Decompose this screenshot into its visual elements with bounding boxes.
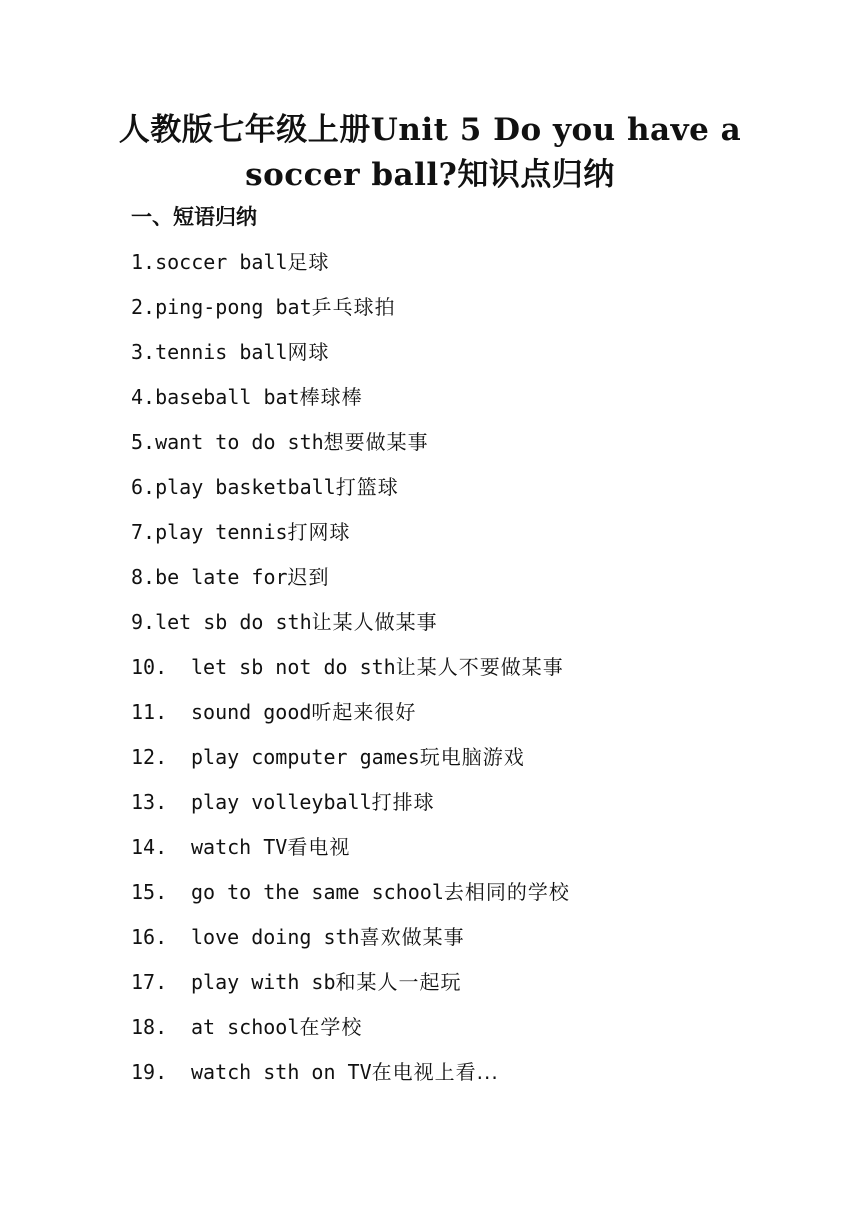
item-number: 16.	[131, 925, 168, 949]
list-item	[131, 563, 570, 608]
title-line-1: 人教版七年级上册Unit 5 Do you have a	[118, 112, 742, 148]
item-english: play computer games	[191, 745, 420, 769]
item-chinese: 和某人一起玩	[335, 970, 462, 994]
item-chinese: 让某人不要做某事	[395, 655, 564, 679]
item-english: go to the same school	[191, 880, 444, 904]
list-item	[131, 968, 570, 1013]
list-item	[131, 1058, 570, 1103]
item-english: play tennis	[155, 520, 288, 544]
item-chinese: 喜欢做某事	[359, 925, 465, 949]
list-item	[131, 608, 570, 653]
item-chinese: 棒球棒	[299, 385, 363, 409]
item-number: 2.	[131, 295, 156, 319]
item-chinese: 乒乓球拍	[311, 295, 396, 319]
item-english: play with sb	[191, 970, 336, 994]
item-english: at school	[191, 1015, 300, 1039]
item-chinese: 打排球	[371, 790, 435, 814]
list-item	[131, 788, 570, 833]
list-item	[131, 923, 570, 968]
item-english: baseball bat	[155, 385, 300, 409]
item-chinese: 玩电脑游戏	[419, 745, 525, 769]
item-chinese: 让某人做某事	[311, 610, 438, 634]
list-item	[131, 383, 570, 428]
item-number: 6.	[131, 475, 156, 499]
item-english: play volleyball	[191, 790, 372, 814]
item-number: 4.	[131, 385, 156, 409]
item-number: 10.	[131, 655, 168, 679]
item-number: 9.	[131, 610, 156, 634]
item-english: let sb not do sth	[191, 655, 396, 679]
document-title	[110, 108, 750, 198]
item-english: watch sth on TV	[191, 1060, 372, 1084]
phrase-list	[131, 248, 570, 1103]
item-number: 17.	[131, 970, 168, 994]
list-item	[131, 473, 570, 518]
item-chinese: 在学校	[299, 1015, 363, 1039]
item-chinese: 想要做某事	[323, 430, 429, 454]
list-item	[131, 698, 570, 743]
item-number: 5.	[131, 430, 156, 454]
list-item	[131, 878, 570, 923]
item-chinese: 去相同的学校	[443, 880, 570, 904]
item-chinese: 看电视	[287, 835, 351, 859]
item-number: 13.	[131, 790, 168, 814]
item-english: love doing sth	[191, 925, 360, 949]
item-english: watch TV	[191, 835, 288, 859]
item-number: 12.	[131, 745, 168, 769]
item-number: 11.	[131, 700, 168, 724]
list-item	[131, 428, 570, 473]
item-english: be late for	[155, 565, 288, 589]
item-number: 15.	[131, 880, 168, 904]
list-item	[131, 833, 570, 878]
item-number: 1.	[131, 250, 156, 274]
item-number: 3.	[131, 340, 156, 364]
item-number: 14.	[131, 835, 168, 859]
item-english: want to do sth	[155, 430, 324, 454]
list-item	[131, 338, 570, 383]
item-number: 19.	[131, 1060, 168, 1084]
item-chinese: 打篮球	[335, 475, 399, 499]
title-line-2: soccer ball?知识点归纳	[245, 157, 615, 193]
list-item	[131, 518, 570, 563]
list-item	[131, 743, 570, 788]
item-english: sound good	[191, 700, 312, 724]
item-chinese: 打网球	[287, 520, 351, 544]
list-item	[131, 1013, 570, 1058]
item-chinese: 在电视上看...	[371, 1060, 499, 1084]
item-number: 8.	[131, 565, 156, 589]
item-english: let sb do sth	[155, 610, 312, 634]
item-english: play basketball	[155, 475, 336, 499]
section-heading: 一、短语归纳	[131, 205, 257, 229]
item-chinese: 足球	[287, 250, 330, 274]
item-chinese: 听起来很好	[311, 700, 417, 724]
item-english: ping-pong bat	[155, 295, 312, 319]
list-item	[131, 248, 570, 293]
item-chinese: 迟到	[287, 565, 330, 589]
item-number: 18.	[131, 1015, 168, 1039]
list-item	[131, 293, 570, 338]
list-item	[131, 653, 570, 698]
item-number: 7.	[131, 520, 156, 544]
item-english: tennis ball	[155, 340, 288, 364]
item-english: soccer ball	[155, 250, 288, 274]
item-chinese: 网球	[287, 340, 330, 364]
